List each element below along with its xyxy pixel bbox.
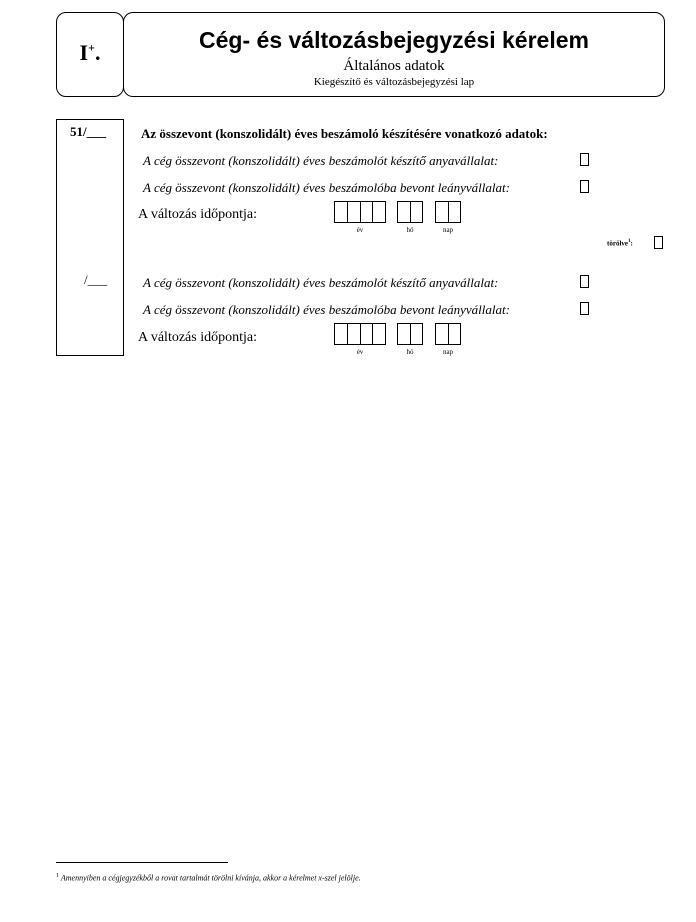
page-title: Cég- és változásbejegyzési kérelem: [199, 27, 589, 53]
month-caption: hó: [406, 226, 414, 234]
day-caption: nap: [442, 226, 454, 234]
subsidiary-checkbox[interactable]: [580, 180, 589, 193]
date-day-field-2[interactable]: [435, 323, 461, 345]
year-caption: év: [356, 226, 364, 234]
parent-company-checkbox[interactable]: [580, 153, 589, 166]
page-subsubtitle: Kiegészítő és változásbejegyzési lap: [313, 76, 475, 88]
parent-company-label-2: A cég összevont (konszolidált) éves beszámolót készítő anyavállalat:: [143, 275, 499, 290]
row-number: 51/___: [70, 124, 107, 139]
change-date-label-2: A változás időpontja:: [138, 330, 257, 345]
parent-company-label: A cég összevont (konszolidált) éves beszámolót készítő anyavállalat:: [143, 153, 499, 168]
sub-row-number: /___: [84, 272, 108, 287]
section-heading: Az összevont (konszolidált) éves beszámoló készítésére vonatkozó adatok:: [141, 126, 548, 141]
subsidiary-label-2: A cég összevont (konszolidált) éves beszámolóba bevont leányvállalat:: [143, 302, 510, 317]
date-year-field-2[interactable]: [334, 323, 386, 345]
page-subtitle: Általános adatok: [343, 58, 445, 74]
footnote: $^1$ Amennyiben a cégjegyzékből a rovat tartalmát törölni kívánja, akkor a kérelmet x-szel jelölje.: [56, 873, 361, 883]
subsidiary-label: A cég összevont (konszolidált) éves beszámolóba bevont leányvállalat:: [143, 180, 510, 195]
parent-company-checkbox-2[interactable]: [580, 275, 589, 288]
footnote-divider: [56, 862, 228, 863]
row-number-frame: [56, 119, 124, 356]
month-caption-2: hó: [406, 348, 414, 356]
date-day-field[interactable]: [435, 201, 461, 223]
date-month-field-2[interactable]: [397, 323, 423, 345]
form-code: I+.: [79, 40, 101, 65]
change-date-label: A változás időpontja:: [138, 207, 257, 222]
date-month-field[interactable]: [397, 201, 423, 223]
day-caption-2: nap: [442, 348, 454, 356]
year-caption-2: év: [356, 348, 364, 356]
deleted-label: törölve$^1$:: [607, 239, 633, 248]
subsidiary-checkbox-2[interactable]: [580, 302, 589, 315]
deleted-checkbox[interactable]: [654, 236, 663, 249]
date-year-field[interactable]: [334, 201, 386, 223]
